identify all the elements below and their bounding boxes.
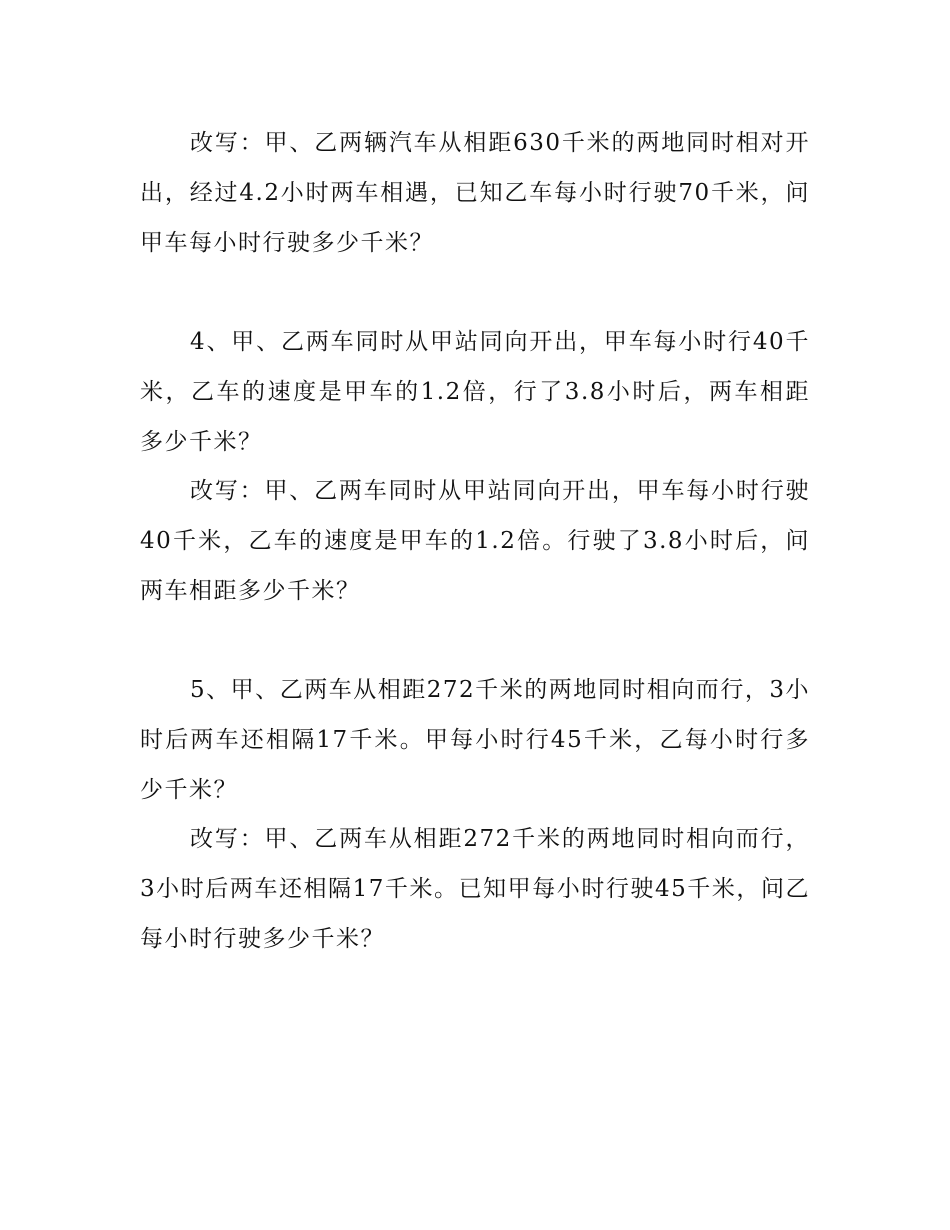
paragraph-problem-4: 4、甲、乙两车同时从甲站同向开出，甲车每小时行40千米，乙车的速度是甲车的1.2倍，行了3.8小时后，两车相距多少千米？ [140,329,810,455]
paragraph-rewrite-4: 改写：甲、乙两车同时从甲站同向开出，甲车每小时行驶40千米，乙车的速度是甲车的1.2倍。行驶了3.8小时后，问两车相距多少千米？ [140,478,810,604]
paragraph-problem-5: 5、甲、乙两车从相距272千米的两地同时相向而行，3小时后两车还相隔17千米。甲每小时行45千米，乙每小时行多少千米？ [140,677,810,803]
paragraph-rewrite-5: 改写：甲、乙两车从相距272千米的两地同时相向而行，3小时后两车还相隔17千米。已知甲每小时行驶45千米，问乙每小时行驶多少千米？ [140,826,810,952]
paragraph-rewrite-3: 改写：甲、乙两辆汽车从相距630千米的两地同时相对开出，经过4.2小时两车相遇，已知乙车每小时行驶70千米，问甲车每小时行驶多少千米？ [140,130,810,256]
